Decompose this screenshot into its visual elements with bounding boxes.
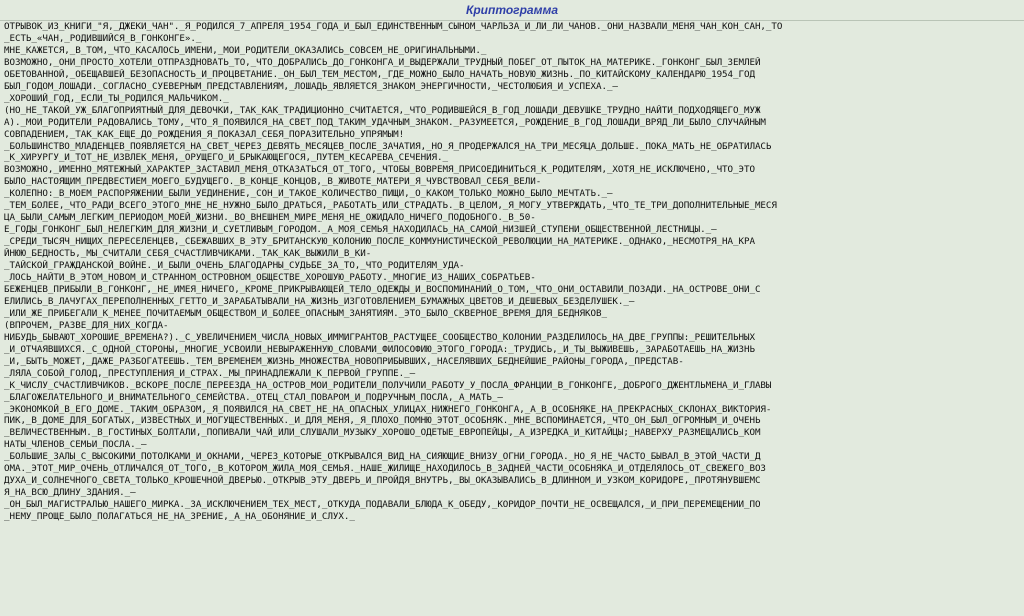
cryptogram-line: МНЕ_КАЖЕТСЯ,_В_ТОМ,_ЧТО_КАСАЛОСЬ_ИМЕНИ,_МОИ_РОДИТЕЛИ_ОКАЗАЛИСЬ_СОВСЕМ_НЕ_ОРИГИНАЛЬНЫМИ._ (4, 44, 487, 56)
cryptogram-line: БЫЛ_ГОДОМ_ЛОШАДИ._СОГЛАСНО_СУЕВЕРНЫМ_ПРЕДСТАВЛЕНИЯМ,_ЛОШАДЬ_ЯВЛЯЕТСЯ_ЗНАКОМ_ЭНЕРГИЧНОСТИ,_ЧЕСТОЛЮБИЯ_И_УСПЕХА._— (4, 80, 618, 92)
cryptogram-line: _ЛЯЛА_СОБОЙ_ГОЛОД,_ПРЕСТУПЛЕНИЯ_И_СТРАХ._МЫ_ПРИНАДЛЕЖАЛИ_К_ПЕРВОЙ_ГРУППЕ._— (4, 367, 416, 379)
cryptogram-line: ОБЕТОВАННОЙ,_ОБЕЩАВШЕЙ_БЕЗОПАСНОСТЬ_И_ПРОЦВЕТАНИЕ._ОН_БЫЛ_ТЕМ_МЕСТОМ,_ГДЕ_МОЖНО_БЫЛО_НАЧАТЬ_НОВУЮ_ЖИЗНЬ._ПО_КИТАЙСКОМУ_КАЛЕНДАРЮ_1954_ГОД (4, 68, 755, 80)
cryptogram-line: _ЕСТЬ_«ЧАН,_РОДИВШИЙСЯ_В_ГОНКОНГЕ»._ (4, 32, 202, 44)
cryptogram-line: _БОЛЬШИНСТВО_МЛАДЕНЦЕВ_ПОЯВЛЯЕТСЯ_НА_СВЕТ_ЧЕРЕЗ_ДЕВЯТЬ_МЕСЯЦЕВ_ПОСЛЕ_ЗАЧАТИЯ,_НО_Я_ПРОДЕРЖАЛСЯ_НА_ТРИ_МЕСЯЦА_ДОЛЬШЕ._ПОКА_МАТЬ_НЕ_ОБРАТИЛАСЬ (4, 140, 772, 152)
cryptogram-line: ДУХА_И_СОЛНЕЧНОГО_СВЕТА_ТОЛЬКО_КРОШЕЧНОЙ_ДВЕРЬЮ._ОТКРЫВ_ЭТУ_ДВЕРЬ_И_ПРОЙДЯ_ВНУТРЬ,_ВЫ_ОКАЗЫВАЛИСЬ_В_ДЛИННОМ_И_УЗКОМ_КОРИДОРЕ,_ПРОТЯНУВШЕМС (4, 475, 761, 487)
cryptogram-line: _БОЛЬШИЕ_ЗАЛЫ_С_ВЫСОКИМИ_ПОТОЛКАМИ_И_ОКНАМИ,_ЧЕРЕЗ_КОТОРЫЕ_ОТКРЫВАЛСЯ_ВИД_НА_СИЯЮЩИЕ_ВНИЗУ_ОГНИ_ГОРОДА._НО_Я_НЕ_ЧАСТО_БЫВАЛ_В_ЭТОЙ_ЧАСТИ_Д (4, 451, 761, 463)
cryptogram-line: _ЛОСЬ_НАЙТИ_В_ЭТОМ_НОВОМ_И_СТРАННОМ_ОСТРОВНОМ_ОБЩЕСТВЕ_ХОРОШУЮ_РАБОТУ._МНОГИЕ_ИЗ_НАШИХ_СОБРАТЬЕВ- (4, 272, 536, 284)
cryptogram-line: _ИЛИ_ЖЕ_ПРИБЕГАЛИ_К_МЕНЕЕ_ПОЧИТАЕМЫМ_ОБЩЕСТВОМ_И_БОЛЕЕ_ОПАСНЫМ_ЗАНЯТИЯМ._ЭТО_БЫЛО_СКВЕРНОЕ_ВРЕМЯ_ДЛЯ_БЕДНЯКОВ_ (4, 307, 607, 319)
cryptogram-line: _И,_БЫТЬ_МОЖЕТ,_ДАЖЕ_РАЗБОГАТЕЕШЬ._ТЕМ_ВРЕМЕНЕМ_ЖИЗНЬ_МНОЖЕСТВА_НОВОПРИБЫВШИХ,_НАСЕЛЯВШИХ_БЕДНЕЙШИЕ_РАЙОНЫ_ГОРОДА,_ПРЕДСТАВ- (4, 355, 684, 367)
cryptogram-line: ПИК,_В_ДОМЕ_ДЛЯ_БОГАТЫХ,_ИЗВЕСТНЫХ_И_МОГУЩЕСТВЕННЫХ._И_ДЛЯ_МЕНЯ,_Я_ПЛОХО_ПОМНЮ_ЭТОТ_ОСОБНЯК._МНЕ_ВСПОМИНАЕТСЯ,_ЧТО_ОН_БЫЛ_ОГРОМНЫМ_И_ОЧЕНЬ (4, 415, 761, 427)
cryptogram-line: _СРЕДИ_ТЫСЯЧ_НИЩИХ_ПЕРЕСЕЛЕНЦЕВ,_СБЕЖАВШИХ_В_ЭТУ_БРИТАНСКУЮ_КОЛОНИЮ_ПОСЛЕ_КОММУНИСТИЧЕСКОЙ_РЕВОЛЮЦИИ_НА_МАТЕРИКЕ._ОДНАКО,_НЕСМОТРЯ_НА_КРА (4, 236, 755, 248)
cryptogram-line: _ВЕЛИЧЕСТВЕННЫМ._В_ГОСТИНЫХ_БОЛТАЛИ,_ПОПИВАЛИ_ЧАЙ_ИЛИ_СЛУШАЛИ_МУЗЫКУ_ХОРОШО_ОДЕТЫЕ_ЕВРОПЕЙЦЫ,_А_ИЗРЕДКА_И_КИТАЙЦЫ;_НАВЕРХУ_РАЗМЕЩАЛИСЬ_КОМ (4, 427, 761, 439)
header-bar (0, 0, 1024, 21)
cryptogram-line: Я_НА_ВСЮ_ДЛИНУ_ЗДАНИЯ._— (4, 487, 136, 499)
cryptogram-line: ВОЗМОЖНО,_ОНИ_ПРОСТО_ХОТЕЛИ_ОТПРАЗДНОВАТЬ_ТО,_ЧТО_ДОБРАЛИСЬ_ДО_ГОНКОНГА_И_ВЫДЕРЖАЛИ_ТРУДНЫЙ_ПОБЕГ_ОТ_ПЫТОК_НА_МАТЕРИКЕ._ГОНКОНГ_БЫЛ_ЗЕМЛЕЙ (4, 56, 761, 68)
cryptogram-line: ОТРЫВОК_ИЗ_КНИГИ_"Я,_ДЖЕКИ_ЧАН"._Я_РОДИЛСЯ_7_АПРЕЛЯ_1954_ГОДА_И_БЫЛ_ЕДИНСТВЕННЫМ_СЫНОМ_ЧАРЛЬЗА_И_ЛИ_ЛИ_ЧАНОВ._ОНИ_НАЗВАЛИ_МЕНЯ_ЧАН_КОН_САН,_ТО (4, 21, 783, 32)
cryptogram-line: НАТЫ_ЧЛЕНОВ_СЕМЬИ_ПОСЛА._— (4, 439, 147, 451)
cryptogram-line: БЕЖЕНЦЕВ_ПРИБЫЛИ_В_ГОНКОНГ,_НЕ_ИМЕЯ_НИЧЕГО,_КРОМЕ_ПРИКРЫВАЮЩЕЙ_ТЕЛО_ОДЕЖДЫ_И_ВОСПОМИНАНИЙ_О_ТОМ,_ЧТО_ОНИ_ОСТАВИЛИ_ПОЗАДИ._НА_ОСТРОВЕ_ОНИ_С (4, 283, 761, 295)
cryptogram-line: _ХОРОШИЙ_ГОД,_ЕСЛИ_ТЫ_РОДИЛСЯ_МАЛЬЧИКОМ._ (4, 92, 229, 104)
cryptogram-line: _КОЛЕПНО:_В_МОЕМ_РАСПОРЯЖЕНИИ_БЫЛИ_УЕДИНЕНИЕ,_СОН_И_ТАКОЕ_КОЛИЧЕСТВО_ПИЩИ,_О_КАКОМ_ТОЛЬКО_МОЖНО_БЫЛО_МЕЧТАТЬ._— (4, 188, 613, 200)
cryptogram-line: СОВПАДЕНИЕМ,_ТАК_КАК_ЕЩЕ_ДО_РОЖДЕНИЯ_Я_ПОКАЗАЛ_СЕБЯ_ПОРАЗИТЕЛЬНО_УПРЯМЫМ! (4, 128, 405, 140)
cryptogram-line: ЙНЮЮ_БЕДНОСТЬ,_МЫ_СЧИТАЛИ_СЕБЯ_СЧАСТЛИВЧИКАМИ._ТАК_КАК_ВЫЖИЛИ_В_КИ- (4, 248, 372, 260)
cryptogram-text (0, 21, 1020, 616)
cryptogram-line: (НО_НЕ_ТАКОЙ_УЖ_БЛАГОПРИЯТНЫЙ_ДЛЯ_ДЕВОЧКИ,_ТАК_КАК_ТРАДИЦИОННО_СЧИТАЕТСЯ,_ЧТО_РОДИВШЕЙСЯ_В_ГОД_ЛОШАДИ_ДЕВУШКЕ_ТРУДНО_НАЙТИ_ПОДХОДЯЩЕГО_МУЖ (4, 104, 761, 116)
cryptogram-line: ЦА_БЫЛИ_САМЫМ_ЛЕГКИМ_ПЕРИОДОМ_МОЕЙ_ЖИЗНИ._ВО_ВНЕШНЕМ_МИРЕ_МЕНЯ_НЕ_ОЖИДАЛО_НИЧЕГО_ПОДОБНОГО._В_50- (4, 212, 536, 224)
cryptogram-line: _И_ОТЧАЯВШИХСЯ._С_ОДНОЙ_СТОРОНЫ,_МНОГИЕ_УСВОИЛИ_НЕВЫРАЖЕННУЮ_СЛОВАМИ_ФИЛОСОФИЮ_ЭТОГО_ГОРОДА:_ТРУДИСЬ,_И_ТЫ_ВЫЖИВЕШЬ,_ЗАРАБОТАЕШЬ_НА_ЖИЗНЬ (4, 343, 755, 355)
cryptogram-line: _ТАЙСКОЙ_ГРАЖДАНСКОЙ_ВОЙНЕ._И_БЫЛИ_ОЧЕНЬ_БЛАГОДАРНЫ_СУДЬБЕ_ЗА_ТО,_ЧТО_РОДИТЕЛЯМ_УДА- (4, 260, 465, 272)
cryptogram-line: _ТЕМ_БОЛЕЕ,_ЧТО_РАДИ_ВСЕГО_ЭТОГО_МНЕ_НЕ_НУЖНО_БЫЛО_ДРАТЬСЯ,_РАБОТАТЬ_ИЛИ_СТРАДАТЬ._В_ЦЕЛОМ,_Я_МОГУ_УТВЕРЖДАТЬ,_ЧТО_ТЕ_ТРИ_ДОПОЛНИТЕЛЬНЫЕ_МЕСЯ (4, 200, 777, 212)
cryptogram-line: ОМА._ЭТОТ_МИР_ОЧЕНЬ_ОТЛИЧАЛСЯ_ОТ_ТОГО,_В_КОТОРОМ_ЖИЛА_МОЯ_СЕМЬЯ._НАШЕ_ЖИЛИЩЕ_НАХОДИЛОСЬ_В_ЗАДНЕЙ_ЧАСТИ_ОСОБНЯКА_И_ОТДЕЛЯЛОСЬ_ОТ_СВЕЖЕГО_ВОЗ (4, 463, 766, 475)
cryptogram-line: _К_ХИРУРГУ_И_ТОТ_НЕ_ИЗВЛЕК_МЕНЯ,_ОРУЩЕГО_И_БРЫКАЮЩЕГОСЯ,_ПУТЕМ_КЕСАРЕВА_СЕЧЕНИЯ._ (4, 152, 448, 164)
cryptogram-line: НИБУДЬ_БЫВАЮТ_ХОРОШИЕ_ВРЕМЕНА?)._С_УВЕЛИЧЕНИЕМ_ЧИСЛА_НОВЫХ_ИММИГРАНТОВ_РАСТУЩЕЕ_СООБЩЕСТВО_КОЛОНИИ_РАЗДЕЛИЛОСЬ_НА_ДВЕ_ГРУППЫ:_РЕШИТЕЛЬНЫХ (4, 331, 755, 343)
cryptogram-line: _НЕМУ_ПРОЩЕ_БЫЛО_ПОЛАГАТЬСЯ_НЕ_НА_ЗРЕНИЕ,_А_НА_ОБОНЯНИЕ_И_СЛУХ._ (4, 511, 355, 523)
cryptogram-line: _ОН_БЫЛ_МАГИСТРАЛЬЮ_НАШЕГО_МИРКА._ЗА_ИСКЛЮЧЕНИЕМ_ТЕХ_МЕСТ,_ОТКУДА_ПОДАВАЛИ_БЛЮДА_К_ОБЕДУ,_КОРИДОР_ПОЧТИ_НЕ_ОСВЕЩАЛСЯ,_И_ПРИ_ПЕРЕМЕЩЕНИИ_ПО (4, 499, 761, 511)
cryptogram-line: БЫЛО_НАСТОЯЩИМ_ПРЕДВЕСТИЕМ_МОЕГО_БУДУЩЕГО._В_КОНЦЕ_КОНЦОВ,_В_ЖИВОТЕ_МАТЕРИ_Я_ЧУВСТВОВАЛ_СЕБЯ_ВЕЛИ- (4, 176, 542, 188)
cryptogram-line: _ЭКОНОМКОЙ_В_ЕГО_ДОМЕ._ТАКИМ_ОБРАЗОМ,_Я_ПОЯВИЛСЯ_НА_СВЕТ_НЕ_НА_ОПАСНЫХ_УЛИЦАХ_НИЖНЕГО_ГОНКОНГА,_А_В_ОСОБНЯКЕ_НА_ПРЕКРАСНЫХ_СКЛОНАХ_ВИКТОРИЯ- (4, 403, 772, 415)
cryptogram-line: _БЛАГОЖЕЛАТЕЛЬНОГО_И_ВНИМАТЕЛЬНОГО_СЕМЕЙСТВА._ОТЕЦ_СТАЛ_ПОВАРОМ_И_ПОДРУЧНЫМ_ПОСЛА,_А_МАТЬ_— (4, 391, 503, 403)
cryptogram-line: А)._МОИ_РОДИТЕЛИ_РАДОВАЛИСЬ_ТОМУ,_ЧТО_Я_ПОЯВИЛСЯ_НА_СВЕТ_ПОД_ТАКИМ_УДАЧНЫМ_ЗНАКОМ._РАЗУМЕЕТСЯ,_РОЖДЕНИЕ_В_ГОД_ЛОШАДИ_ВРЯД_ЛИ_БЫЛО_СЛУЧАЙНЫМ (4, 116, 766, 128)
cryptogram-line: _К_ЧИСЛУ_СЧАСТЛИВЧИКОВ._ВСКОРЕ_ПОСЛЕ_ПЕРЕЕЗДА_НА_ОСТРОВ_МОИ_РОДИТЕЛИ_ПОЛУЧИЛИ_РАБОТУ_У_ПОСЛА_ФРАНЦИИ_В_ГОНКОНГЕ,_ДОБРОГО_ДЖЕНТЛЬМЕНА_И_ГЛАВЫ (4, 379, 772, 391)
page-title: Криптограмма (465, 3, 559, 17)
cryptogram-line: Е_ГОДЫ_ГОНКОНГ_БЫЛ_НЕЛЕГКИМ_ДЛЯ_ЖИЗНИ_И_СУЕТЛИВЫМ_ГОРОДОМ._А_МОЯ_СЕМЬЯ_НАХОДИЛАСЬ_НА_САМОЙ_НИЗШЕЙ_СТУПЕНИ_ОБЩЕСТВЕННОЙ_ЛЕСТНИЦЫ._— (4, 224, 717, 236)
cryptogram-line: ЕЛИЛИСЬ_В_ЛАЧУГАХ_ПЕРЕПОЛНЕННЫХ_ГЕТТО_И_ЗАРАБАТЫВАЛИ_НА_ЖИЗНЬ_ИЗГОТОВЛЕНИЕМ_БУМАЖНЫХ_ЦВЕТОВ_И_ДЕШЕВЫХ_БЕЗДЕЛУШЕК._— (4, 295, 635, 307)
cryptogram-line: ВОЗМОЖНО,_ИМЕННО_МЯТЕЖНЫЙ_ХАРАКТЕР_ЗАСТАВИЛ_МЕНЯ_ОТКАЗАТЬСЯ_ОТ_ТОГО,_ЧТОБЫ_ВОВРЕМЯ_ПРИСОЕДИНИТЬСЯ_К_РОДИТЕЛЯМ,_ХОТЯ_НЕ_ИСКЛЮЧЕНО,_ЧТО_ЭТО (4, 164, 755, 176)
cryptogram-line: (ВПРОЧЕМ,_РАЗВЕ_ДЛЯ_НИХ_КОГДА- (4, 319, 169, 331)
